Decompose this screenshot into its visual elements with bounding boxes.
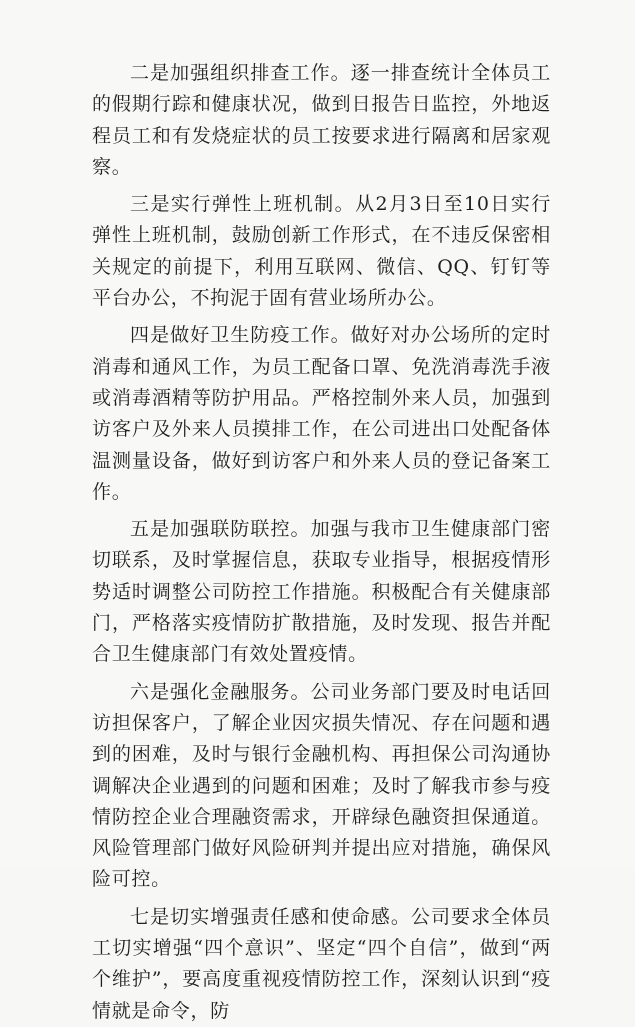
paragraph-flexible-work: 三是实行弹性上班机制。从2月3日至10日实行弹性上班机制，鼓励创新工作形式，在不违反保密相关规定的前提下，利用互联网、微信、QQ、钉钉等平台办公，不拘泥于固有营业场所办公。 — [92, 193, 551, 310]
paragraph-responsibility: 七是切实增强责任感和使命感。公司要求全体员工切实增强“四个意识”、坚定“四个自信”，做到“两个维护”，要高度重视疫情防控工作，深刻认识到“疫情就是命令，防 — [92, 905, 551, 1022]
paragraph-financial-services: 六是强化金融服务。公司业务部门要及时电话回访担保客户，了解企业因灾损失情况、存在问题和遇到的困难，及时与银行金融机构、再担保公司沟通协调解决企业遇到的问题和困难；及时了解我市参与疫情防控企业合理融资需求，开辟绿色融资担保通道。风险管理部门做好风险研判并提出应对措施，确保风险可控。 — [92, 680, 551, 891]
paragraph-joint-prevention: 五是加强联防联控。加强与我市卫生健康部门密切联系，及时掌握信息，获取专业指导，根据疫情形势适时调整公司防控工作措施。积极配合有关健康部门，严格落实疫情防扩散措施，及时发现、报告并配合卫生健康部门有效处置疫情。 — [92, 518, 551, 666]
paragraph-organization-screening: 二是加强组织排查工作。逐一排查统计全体员工的假期行踪和健康状况，做到日报告日监控，外地返程员工和有发烧症状的员工按要求进行隔离和居家观察。 — [92, 62, 551, 178]
paragraph-hygiene-prevention: 四是做好卫生防疫工作。做好对办公场所的定时消毒和通风工作，为员工配备口罩、免洗消毒洗手液或消毒酒精等防护用品。严格控制外来人员，加强到访客户及外来人员摸排工作，在公司进出口处配备体温测量设备，做好到访客户和外来人员的登记备案工作。 — [92, 324, 551, 503]
